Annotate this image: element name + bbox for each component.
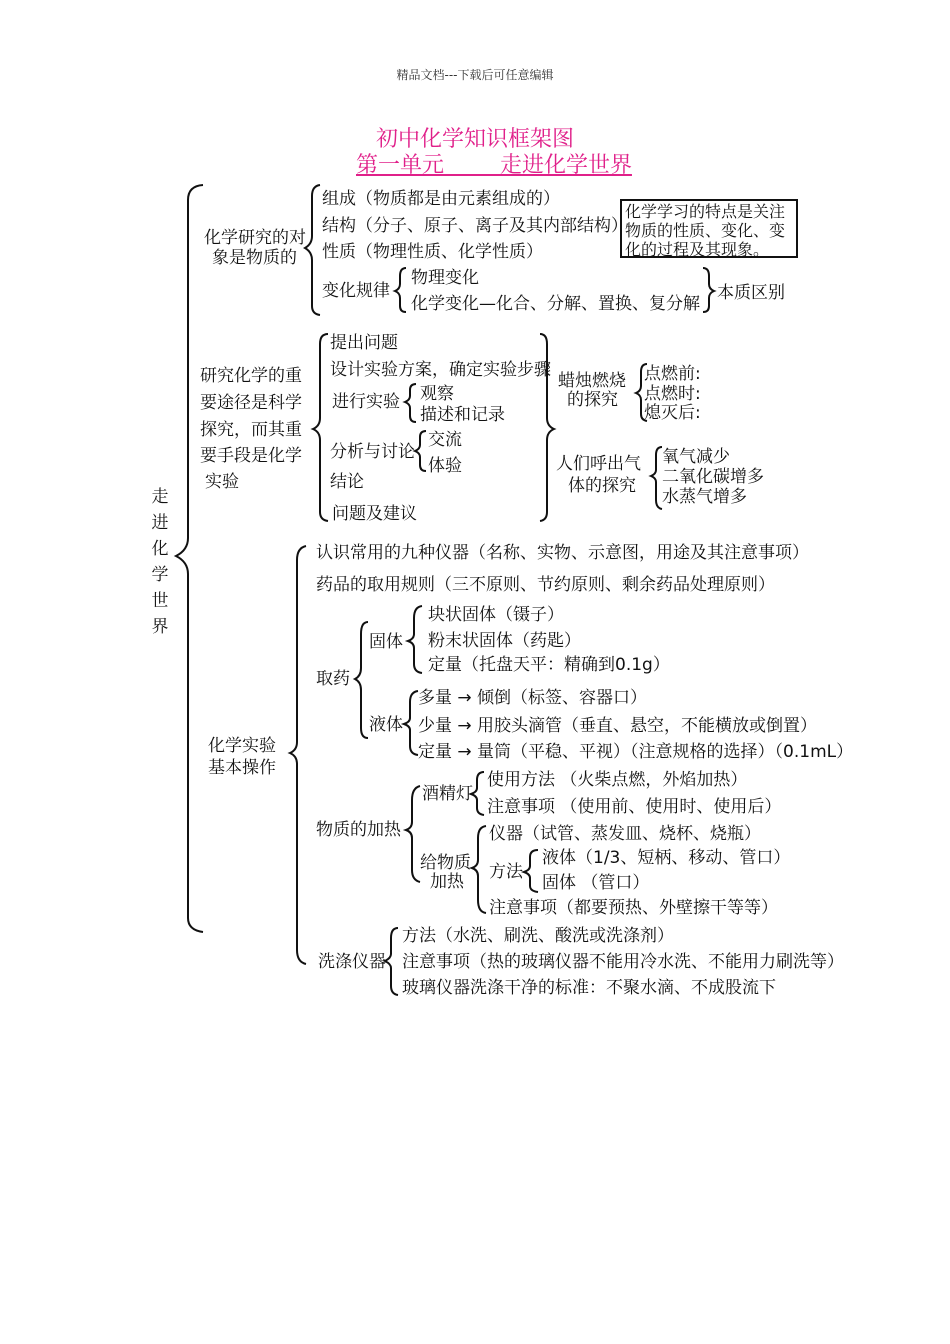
s2-breath-item: 水蒸气增多	[662, 487, 747, 507]
s3-heat-note: 注意事项（都要预热、外壁擦干等等）	[489, 898, 778, 918]
s2-analyze-item: 体验	[428, 456, 462, 476]
s2-experiment: 进行实验	[332, 392, 400, 412]
s1-item: 结构（分子、原子、离子及其内部结构）	[322, 216, 628, 236]
s1-change-label: 变化规律	[322, 281, 390, 301]
s3-label-line1: 化学实验	[208, 736, 276, 756]
s2-label-line: 要途径是科学	[200, 393, 302, 413]
s3-lamp-label: 酒精灯	[422, 784, 473, 804]
s3-solid-item: 定量（托盘天平：精确到0.1g）	[428, 655, 670, 675]
s2-issue: 问题及建议	[332, 504, 417, 524]
s2-design: 设计实验方案，确定实验步骤	[330, 360, 551, 380]
unit-title: 第一单元 走进化学世界	[356, 153, 632, 178]
s2-experiment-item: 观察	[420, 384, 454, 404]
s3-lamp-item: 注意事项 （使用前、使用时、使用后）	[487, 797, 782, 817]
s3-wash-item: 玻璃仪器洗涤干净的标准：不聚水滴、不成股流下	[402, 978, 776, 998]
s1-essence-label: 本质区别	[717, 283, 785, 303]
s2-label-line: 研究化学的重	[200, 366, 302, 386]
page-title: 初中化学知识框架图	[375, 127, 574, 152]
s2-breath-label: 人们呼出气	[556, 454, 641, 474]
s2-breath-item: 二氧化碳增多	[662, 467, 764, 487]
s1-label-line1: 化学研究的对	[204, 228, 306, 248]
s3-heat-label: 物质的加热	[316, 820, 401, 840]
s2-analyze: 分析与讨论	[330, 442, 415, 462]
s2-candle-item: 点燃前:	[644, 364, 701, 384]
s1-change-item: 物理变化	[411, 268, 479, 288]
s3-heat-object-label: 给物质	[420, 853, 471, 873]
s3-label-line2: 基本操作	[208, 758, 276, 778]
s1-note-box: 化学学习的特点是关注物质的性质、变化、变化的过程及其现象。	[620, 199, 798, 258]
s3-wash-item: 注意事项（热的玻璃仪器不能用冷水洗、不能用力刷洗等）	[402, 952, 844, 972]
s1-change-item: 化学变化—化合、分解、置换、复分解	[411, 294, 700, 314]
s2-breath-label: 体的探究	[568, 476, 636, 496]
s2-analyze-item: 交流	[428, 430, 462, 450]
s2-conclusion: 结论	[330, 472, 364, 492]
s3-liquid-item: 定量 → 量筒（平稳、平视）（注意规格的选择）（0.1mL）	[418, 742, 854, 762]
s3-wash-item: 方法（水洗、刷洗、酸洗或洗涤剂）	[402, 926, 674, 946]
s2-candle-item: 点燃时:	[644, 384, 701, 404]
s3-take-label: 取药	[316, 669, 350, 689]
s1-item: 性质（物理性质、化学性质）	[322, 242, 543, 262]
page-header: 精品文档---下载后可任意编辑	[396, 68, 554, 82]
s3-recognize: 认识常用的九种仪器（名称、实物、示意图，用途及其注意事项）	[316, 543, 809, 563]
s3-lamp-item: 使用方法 （火柴点燃，外焰加热）	[487, 770, 748, 790]
s3-solid-label: 固体	[369, 632, 403, 652]
s2-candle-label: 的探究	[567, 390, 618, 410]
root-label: 走进化学世界	[151, 487, 169, 637]
s2-label-line: 探究，而其重	[200, 420, 302, 440]
s3-liquid-item: 多量 → 倾倒（标签、容器口）	[418, 688, 648, 708]
s3-heat-object-label: 加热	[430, 872, 464, 892]
s3-solid-item: 块状固体（镊子）	[428, 605, 564, 625]
s2-candle-label: 蜡烛燃烧	[558, 371, 626, 391]
s1-item: 组成（物质都是由元素组成的）	[322, 189, 560, 209]
s2-experiment-item: 描述和记录	[420, 405, 505, 425]
s2-candle-item: 熄灭后:	[644, 403, 701, 423]
s2-question: 提出问题	[330, 333, 398, 353]
s3-liquid-label: 液体	[369, 715, 403, 735]
s3-rules: 药品的取用规则（三不原则、节约原则、剩余药品处理原则）	[316, 575, 775, 595]
s3-wash-label: 洗涤仪器	[318, 952, 386, 972]
s3-method-item: 固体 （管口）	[542, 873, 650, 893]
s2-label-line: 实验	[205, 472, 239, 492]
s3-method-item: 液体（1/3、短柄、移动、管口）	[542, 848, 791, 868]
s3-method-label: 方法	[489, 862, 523, 882]
s3-liquid-item: 少量 → 用胶头滴管（垂直、悬空，不能横放或倒置）	[418, 716, 818, 736]
s2-breath-item: 氧气减少	[662, 447, 730, 467]
s1-label-line2: 象是物质的	[212, 248, 297, 268]
s3-instrument: 仪器（试管、蒸发皿、烧杯、烧瓶）	[489, 824, 761, 844]
s2-label-line: 要手段是化学	[200, 446, 302, 466]
s3-solid-item: 粉末状固体（药匙）	[428, 631, 581, 651]
